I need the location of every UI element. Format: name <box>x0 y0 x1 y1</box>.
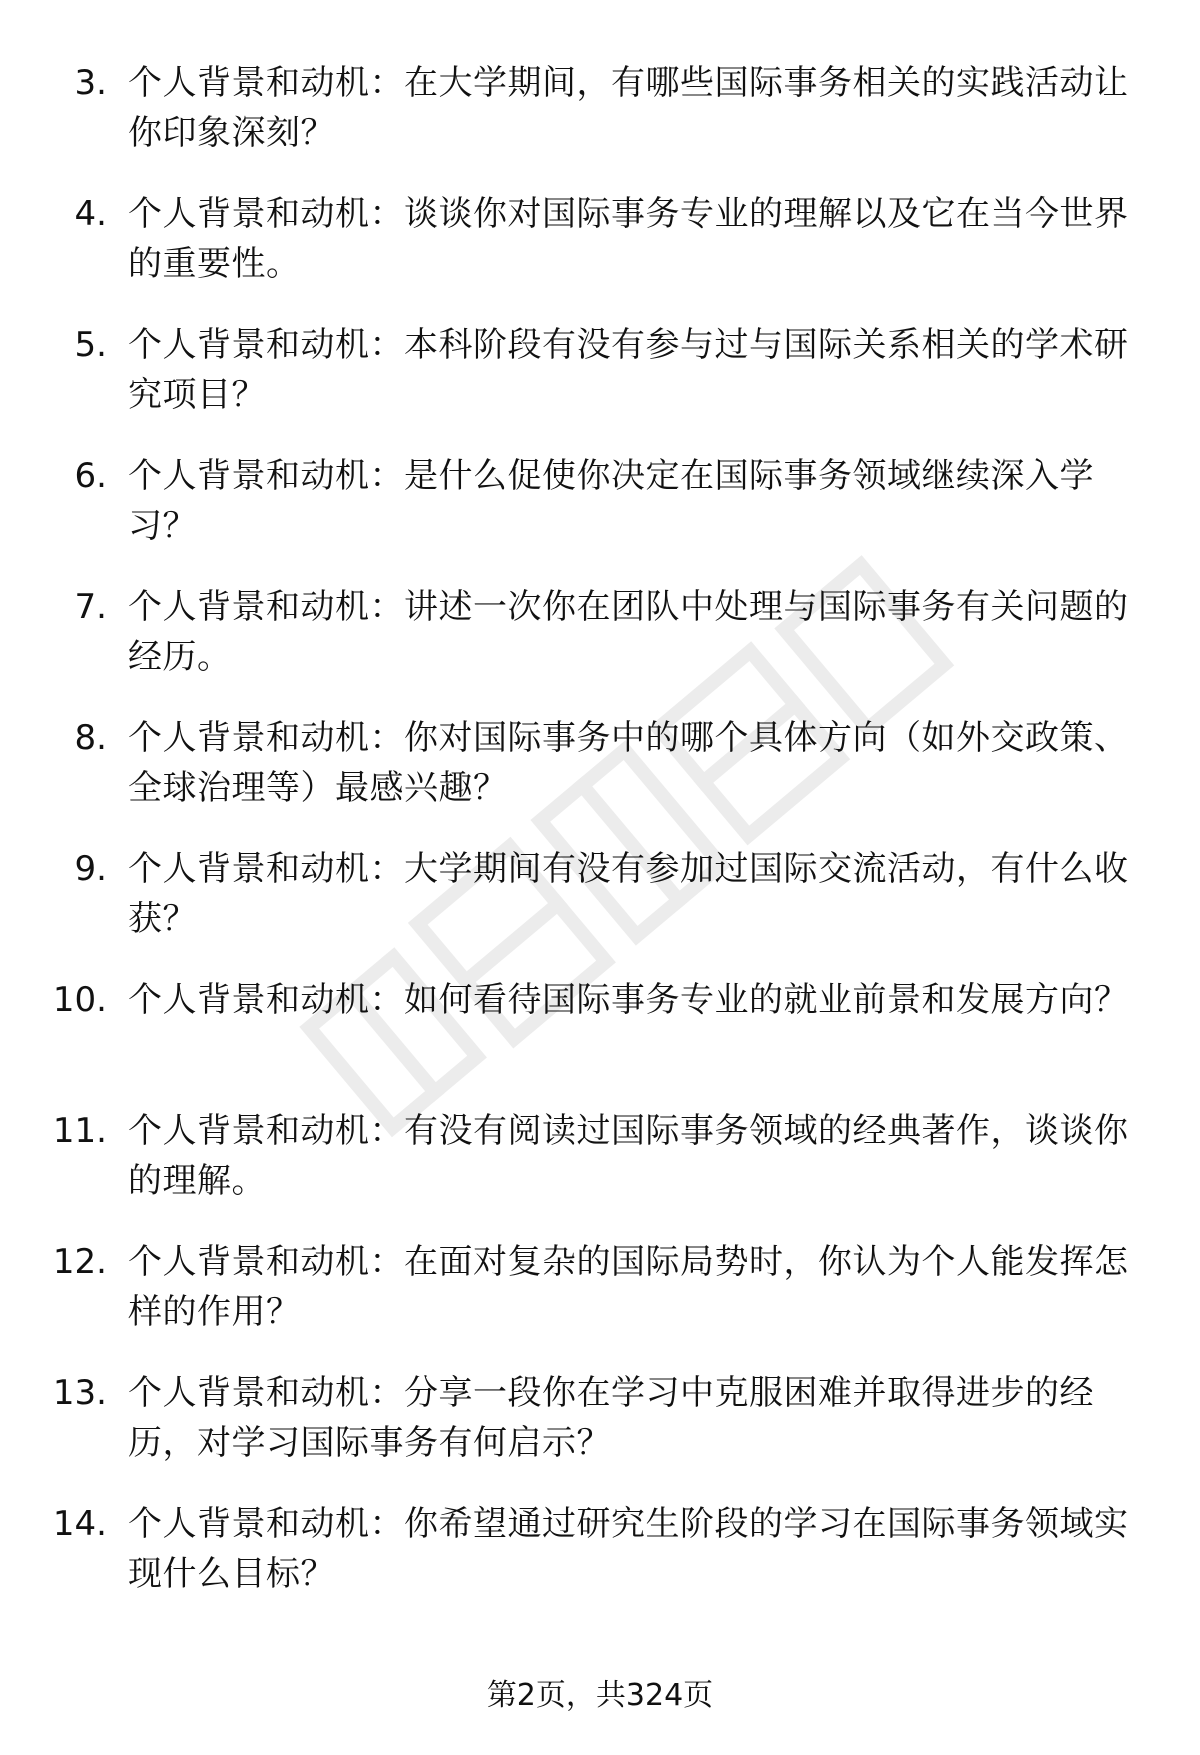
question-number: 7. <box>74 587 107 627</box>
question-number: 10. <box>52 980 107 1020</box>
question-number: 13. <box>52 1373 107 1413</box>
question-text: 个人背景和动机：你希望通过研究生阶段的学习在国际事务领域实现什么目标？ <box>128 1504 1129 1594</box>
question-number: 8. <box>74 718 107 758</box>
question-number: 5. <box>74 325 107 365</box>
question-text: 个人背景和动机：如何看待国际事务专业的就业前景和发展方向？ <box>128 980 1129 1020</box>
question-number: 11. <box>52 1111 107 1151</box>
question-number: 14. <box>52 1504 107 1544</box>
question-number: 9. <box>74 849 107 889</box>
question-text: 个人背景和动机：本科阶段有没有参与过与国际关系相关的学术研究项目？ <box>128 325 1129 415</box>
question-text: 个人背景和动机：讲述一次你在团队中处理与国际事务有关问题的经历。 <box>128 587 1129 677</box>
question-text: 个人背景和动机：你对国际事务中的哪个具体方向（如外交政策、全球治理等）最感兴趣？ <box>128 718 1129 808</box>
question-text: 个人背景和动机：在面对复杂的国际局势时，你认为个人能发挥怎样的作用？ <box>128 1242 1129 1332</box>
question-text: 个人背景和动机：有没有阅读过国际事务领域的经典著作，谈谈你的理解。 <box>128 1111 1129 1201</box>
question-number: 4. <box>74 194 107 234</box>
question-number: 12. <box>52 1242 107 1282</box>
question-number: 3. <box>74 63 107 103</box>
question-text: 个人背景和动机：在大学期间，有哪些国际事务相关的实践活动让你印象深刻？ <box>128 63 1129 153</box>
question-text: 个人背景和动机：谈谈你对国际事务专业的理解以及它在当今世界的重要性。 <box>128 194 1129 284</box>
question-text: 个人背景和动机：分享一段你在学习中克服困难并取得进步的经历，对学习国际事务有何启示？ <box>128 1373 1094 1463</box>
question-text: 个人背景和动机：大学期间有没有参加过国际交流活动，有什么收获？ <box>128 849 1129 939</box>
question-number: 6. <box>74 456 107 496</box>
page-footer: 第2页，共324页 <box>486 1678 714 1713</box>
question-text: 个人背景和动机：是什么促使你决定在国际事务领域继续深入学习？ <box>128 456 1094 546</box>
